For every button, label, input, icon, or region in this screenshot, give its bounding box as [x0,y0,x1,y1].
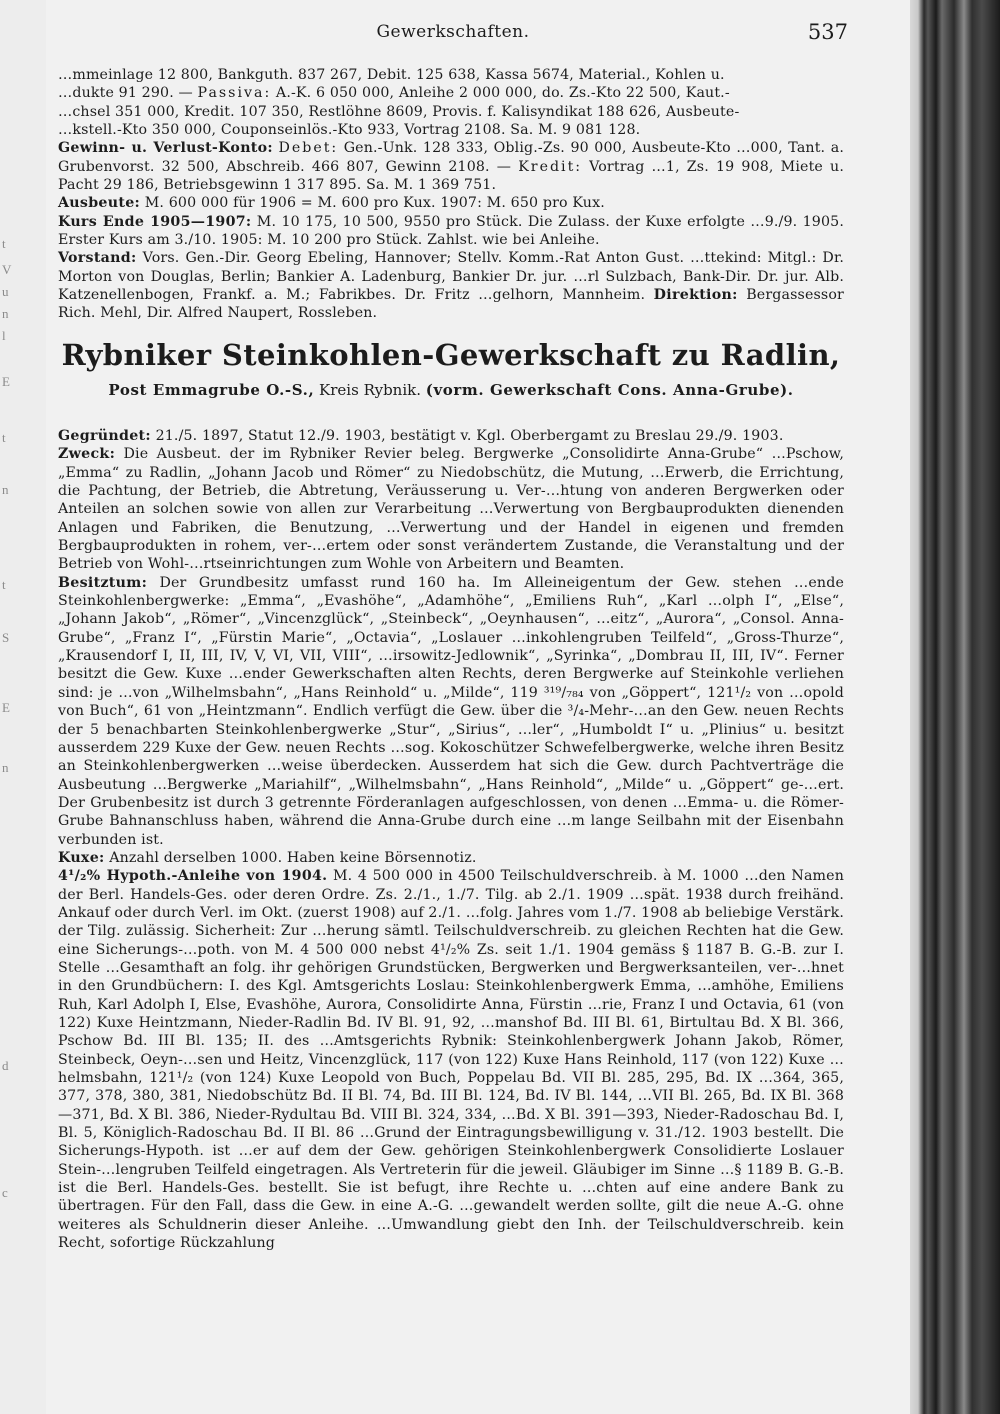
book-binding-edge [910,0,1000,1414]
kurs-label: Kurs Ende 1905—1907: [58,213,252,230]
former-name: (vorm. Gewerkschaft Cons. Anna-Grube). [425,381,794,399]
ausbeute-paragraph: Ausbeute: M. 600 000 für 1906 = M. 600 pro Kux. 1907: M. 650 pro Kux. [58,195,605,212]
margin-mark: n [2,760,9,775]
margin-mark: n [2,482,9,497]
balance-line: …kstell.-Kto 350 000, Couponseinlös.-Kto 933, Vortrag 2108. Sa. M. 9 081 128. [58,122,641,139]
gewinn-label: Gewinn- u. Verlust-Konto: [58,140,273,157]
zweck-label: Zweck: [58,446,116,463]
vorstand-label: Vorstand: [58,250,137,267]
kredit-label: Kredit: [518,158,583,175]
vorstand-paragraph: Vorstand: Vors. Gen.-Dir. Georg Ebeling, Hannover; Stellv. Komm.-Rat Anton Gust. …ttekind: Mitgl.: Dr. Morton von Douglas, Berlin; Bankier A. Ladenburg, Bankier Dr. jur. …rl Sulzbach, Bank-Dir. Dr. jur. Alb. Katzenellenbogen, Frankf. a. M.; Fabrikbes. Dr. Fritz …gelhorn, Mannheim. Direktion: Bergassessor Rich. Mehl, Dir. Alfred Naupert, Rossleben. [58,250,844,322]
kuxe-paragraph: Kuxe: Anzahl derselben 1000. Haben keine Börsennotiz. [58,849,477,866]
previous-entry-block [58,66,844,323]
gewinn-verlust-paragraph: Gewinn- u. Verlust-Konto: Debet: Gen.-Unk. 128 333, Oblig.-Zs. 90 000, Ausbeute-Kto …000, Tant. a. Grubenvorst. 32 500, Abschreib. 466 807, Gewinn 2108. — Kredit: Vortrag …1, Zs. 19 908, Miete u. Pacht 29 186, Betriebsgewinn 1 317 895. Sa. M. 1 369 751. [58,140,844,194]
margin-mark: u [2,284,9,299]
margin-mark: d [2,1058,9,1073]
balance-line: …dukte 91 290. — Passiva: A.-K. 6 050 000, Anleihe 2 000 000, do. Zs.-Kto 22 500, Kaut.- [58,85,730,102]
margin-mark: t [2,236,6,251]
gegruendet-label: Gegründet: [58,428,151,444]
margin-mark: V [2,262,12,277]
passiva-label: Passiva: [197,85,272,102]
post-address: Post Emmagrube O.-S., [108,381,315,399]
balance-line: …chsel 351 000, Kredit. 107 350, Restlöhne 8609, Provis. f. Kalisyndikat 188 626, Ausbeute- [58,103,740,120]
company-subtitle: Post Emmagrube O.-S., Kreis Rybnik. (vorm. Gewerkschaft Cons. Anna-Grube). [108,381,794,399]
kurs-paragraph: Kurs Ende 1905—1907: M. 10 175, 10 500, 9550 pro Stück. Die Zulass. der Kuxe erfolgte …9./9. 1905. Erster Kurs am 3./10. 1905: M. 10 200 pro Stück. Zahlst. wie bei Anleihe. [58,213,844,249]
margin-mark: E [2,700,10,715]
company-entry-block [58,427,844,1252]
margin-mark: t [2,577,6,592]
running-title: Gewerkschaften. [376,22,530,42]
balance-line: …mmeinlage 12 800, Bankguth. 837 267, Debit. 125 638, Kassa 5674, Material., Kohlen u. [58,67,725,83]
gegruendet-paragraph: Gegründet: 21./5. 1897, Statut 12./9. 1903, bestätigt v. Kgl. Oberbergamt zu Breslau 29./9. 1903. [58,428,784,444]
direktion-label: Direktion: [653,287,738,304]
anleihe-label: 4¹/₂% Hypoth.-Anleihe von 1904. [58,868,328,885]
ausbeute-label: Ausbeute: [58,195,141,212]
anleihe-paragraph: 4¹/₂% Hypoth.-Anleihe von 1904. M. 4 500 000 in 4500 Teilschuldverschreib. à M. 1000 …den Namen der Berl. Handels-Ges. oder deren Ordre. Zs. 2./1., 1./7. Tilg. ab 2./1. 1909 …spät. 1938 durch freihänd. Ankauf oder durch Verl. im Okt. (zuerst 1908) auf 2./1. …folg. Jahres vom 1./7. 1908 ab beliebige Verstärk. der Tilg. zulässig. Sicherheit: Zur …herung sämtl. Teilschuldverschreib. zu gleichen Rechten hat die Gew. eine Sicherungs-…poth. von M. 4 500 000 nebst 4¹/₂% Zs. seit 1./1. 1904 gemäss § 1187 B. G.-B. zur I. Stelle …Gesamthaft an folg. ihr gehörigen Grundstücken, Bergwerken und Bergwerksanteilen, ver-…hnet in den Grundbüchern: I. des Kgl. Amtsgerichts Loslau: Steinkohlenbergwerk Emma, …amhöhe, Emiliens Ruh, Karl Adolph I, Else, Evashöhe, Aurora, Consolidirte Anna, Fürstin …rie, Franz I und Octavia, 61 (von 122) Kuxe Heintzmann, Nieder-Radlin Bd. IV Bl. 91, 92, …manshof Bd. III Bl. 61, Birtultau Bd. X Bl. 366, Pschow Bd. III Bl. 135; II. des …Amtsgerichts Rybnik: Steinkohlenbergwerk Johann Jakob, Römer, Steinbeck, Oeyn-…sen und Heitz, Vincenzglück, 117 (von 122) Kuxe Hans Reinhold, 117 (von 122) Kuxe …helmsbahn, 121¹/₂ (von 124) Kuxe Leopold von Buch, Poppelau Bd. VII Bl. 285, 295, Bd. IX …364, 365, 377, 378, 380, 381, Niedobschütz Bd. II Bl. 74, Bd. III Bl. 124, Bd. IV Bl. 144, …VII Bl. 265, Bd. IX Bl. 368—371, Bd. X Bl. 386, Nieder-Rydultau Bd. VIII Bl. 324, 334, …Bd. X Bl. 391—393, Nieder-Radoschau Bd. I, Bl. 5, Königlich-Radoschau Bd. II Bl. 86 …Grund der Eintragungsbewilligung v. 31./12. 1903 bestellt. Die Sicherungs-Hypoth. ist …er auf dem der Gew. gehörigen Steinkohlenbergwerk Consolidierte Loslauer Stein-…lengruben Teilfeld eingetragen. Als Vertreterin für die jeweil. Gläubiger im Sinne …§ 1189 B. G.-B. ist die Berl. Handels-Ges. bestellt. Sie ist befugt, ihre Rechte u. …chten auf eine andere Bank zu übertragen. Für den Fall, dass die Gew. in eine A.-G. …gewandelt werden sollte, gilt die neue A.-G. ohne weiteres als Schuldnerin dieser Anleihe. …Umwandlung giebt den Inh. der Teilschuldverschreib. kein Recht, sofortige Rückzahlung [58,868,844,1252]
margin-mark: l [2,328,6,343]
kuxe-label: Kuxe: [58,849,105,866]
page-number: 537 [807,20,848,44]
page-header [58,20,848,46]
left-margin-gutter [0,0,46,1414]
besitztum-paragraph: Besitztum: Der Grundbesitz umfasst rund 160 ha. Im Alleineigentum der Gew. stehen …ende Steinkohlenbergwerke: „Emma“, „Evashöhe“, „Adamhöhe“, „Emiliens Ruh“, „Karl …olph I“, „Else“, „Johann Jakob“, „Römer“, „Vincenzglück“, „Steinbeck“, „Oeynhausen“, …eitz“, „Aurora“, „Consol. Anna-Grube“, „Franz I“, „Fürstin Marie“, „Octavia“, „Loslauer …inkohlengruben Teilfeld“, „Gross-Thurze“, „Krausendorf I, II, III, IV, V, VI, VII, VIII“, …irsowitz-Jedlownik“, „Syrinka“, „Dombrau II, III, IV“. Ferner besitzt die Gew. Kuxe …ender Gewerkschaften alten Rechts, deren Bergwerke auf Steinkohle verliehen sind: je …von „Wilhelmsbahn“, „Hans Reinhold“ u. „Milde“, 119 ³¹⁹/₇₈₄ von „Göppert“, 121¹/₂ von …opold von Buch“, 61 von „Heintzmann“. Endlich verfügt die Gew. über die ³/₄-Mehr-…an den Gew. neuen Rechts der 5 benachbarten Steinkohlenbergwerke „Stur“, „Sirius“, …ler“, „Humboldt I“ u. „Plinius“ u. besitzt ausserdem 229 Kuxe der Gew. neuen Rechts …sog. Kokoschützer Schwefelbergwerke, welche ihren Besitz an Steinkohlenbergwerken …weise überdecken. Ausserdem hat sich die Gew. durch Pachtverträge die Ausbeutung …Bergwerke „Mariahilf“, „Wilhelmsbahn“, „Hans Reinhold“, „Milde“ u. „Göppert“ ge-…ert. Der Grubenbesitz ist durch 3 getrennte Förderanlagen aufgeschlossen, von denen …Emma- u. die Römer-Grube Bahnanschluss haben, während die Anna-Grube durch eine …m lange Seilbahn mit der Eisenbahn verbunden ist. [58,574,844,848]
margin-mark: E [2,374,10,389]
zweck-paragraph: Zweck: Die Ausbeut. der im Rybniker Revier beleg. Bergwerke „Consolidirte Anna-Grube“ …Pschow, „Emma“ zu Radlin, „Johann Jacob und Römer“ zu Niedobschütz, die Mutung, …Erwerb, die Errichtung, die Pachtung, der Betrieb, die Abtretung, Veräusserung u. Ver-…htung von anderen Bergwerken oder Anteilen an solchen sowie von allen zur Verarbeitung …Verwertung von Bergbauprodukten dienenden Anlagen und Fabriken, die Benutzung, …Verwertung und der Handel in eigenen und fremden Bergbauprodukten in rohem, ver-…ertem oder sonst verändertem Zustande, die Veranstaltung und der Betrieb von Wohl-…rtseinrichtungen zum Wohle von Arbeitern und Beamten. [58,446,844,573]
margin-mark: n [2,306,9,321]
besitztum-label: Besitztum: [58,574,148,591]
debet-label: Debet: [278,140,339,157]
margin-mark: S [2,630,10,645]
company-title: Rybniker Steinkohlen-Gewerkschaft zu Radlin, [61,338,841,372]
margin-mark: t [2,430,6,445]
margin-mark: c [2,1185,8,1200]
